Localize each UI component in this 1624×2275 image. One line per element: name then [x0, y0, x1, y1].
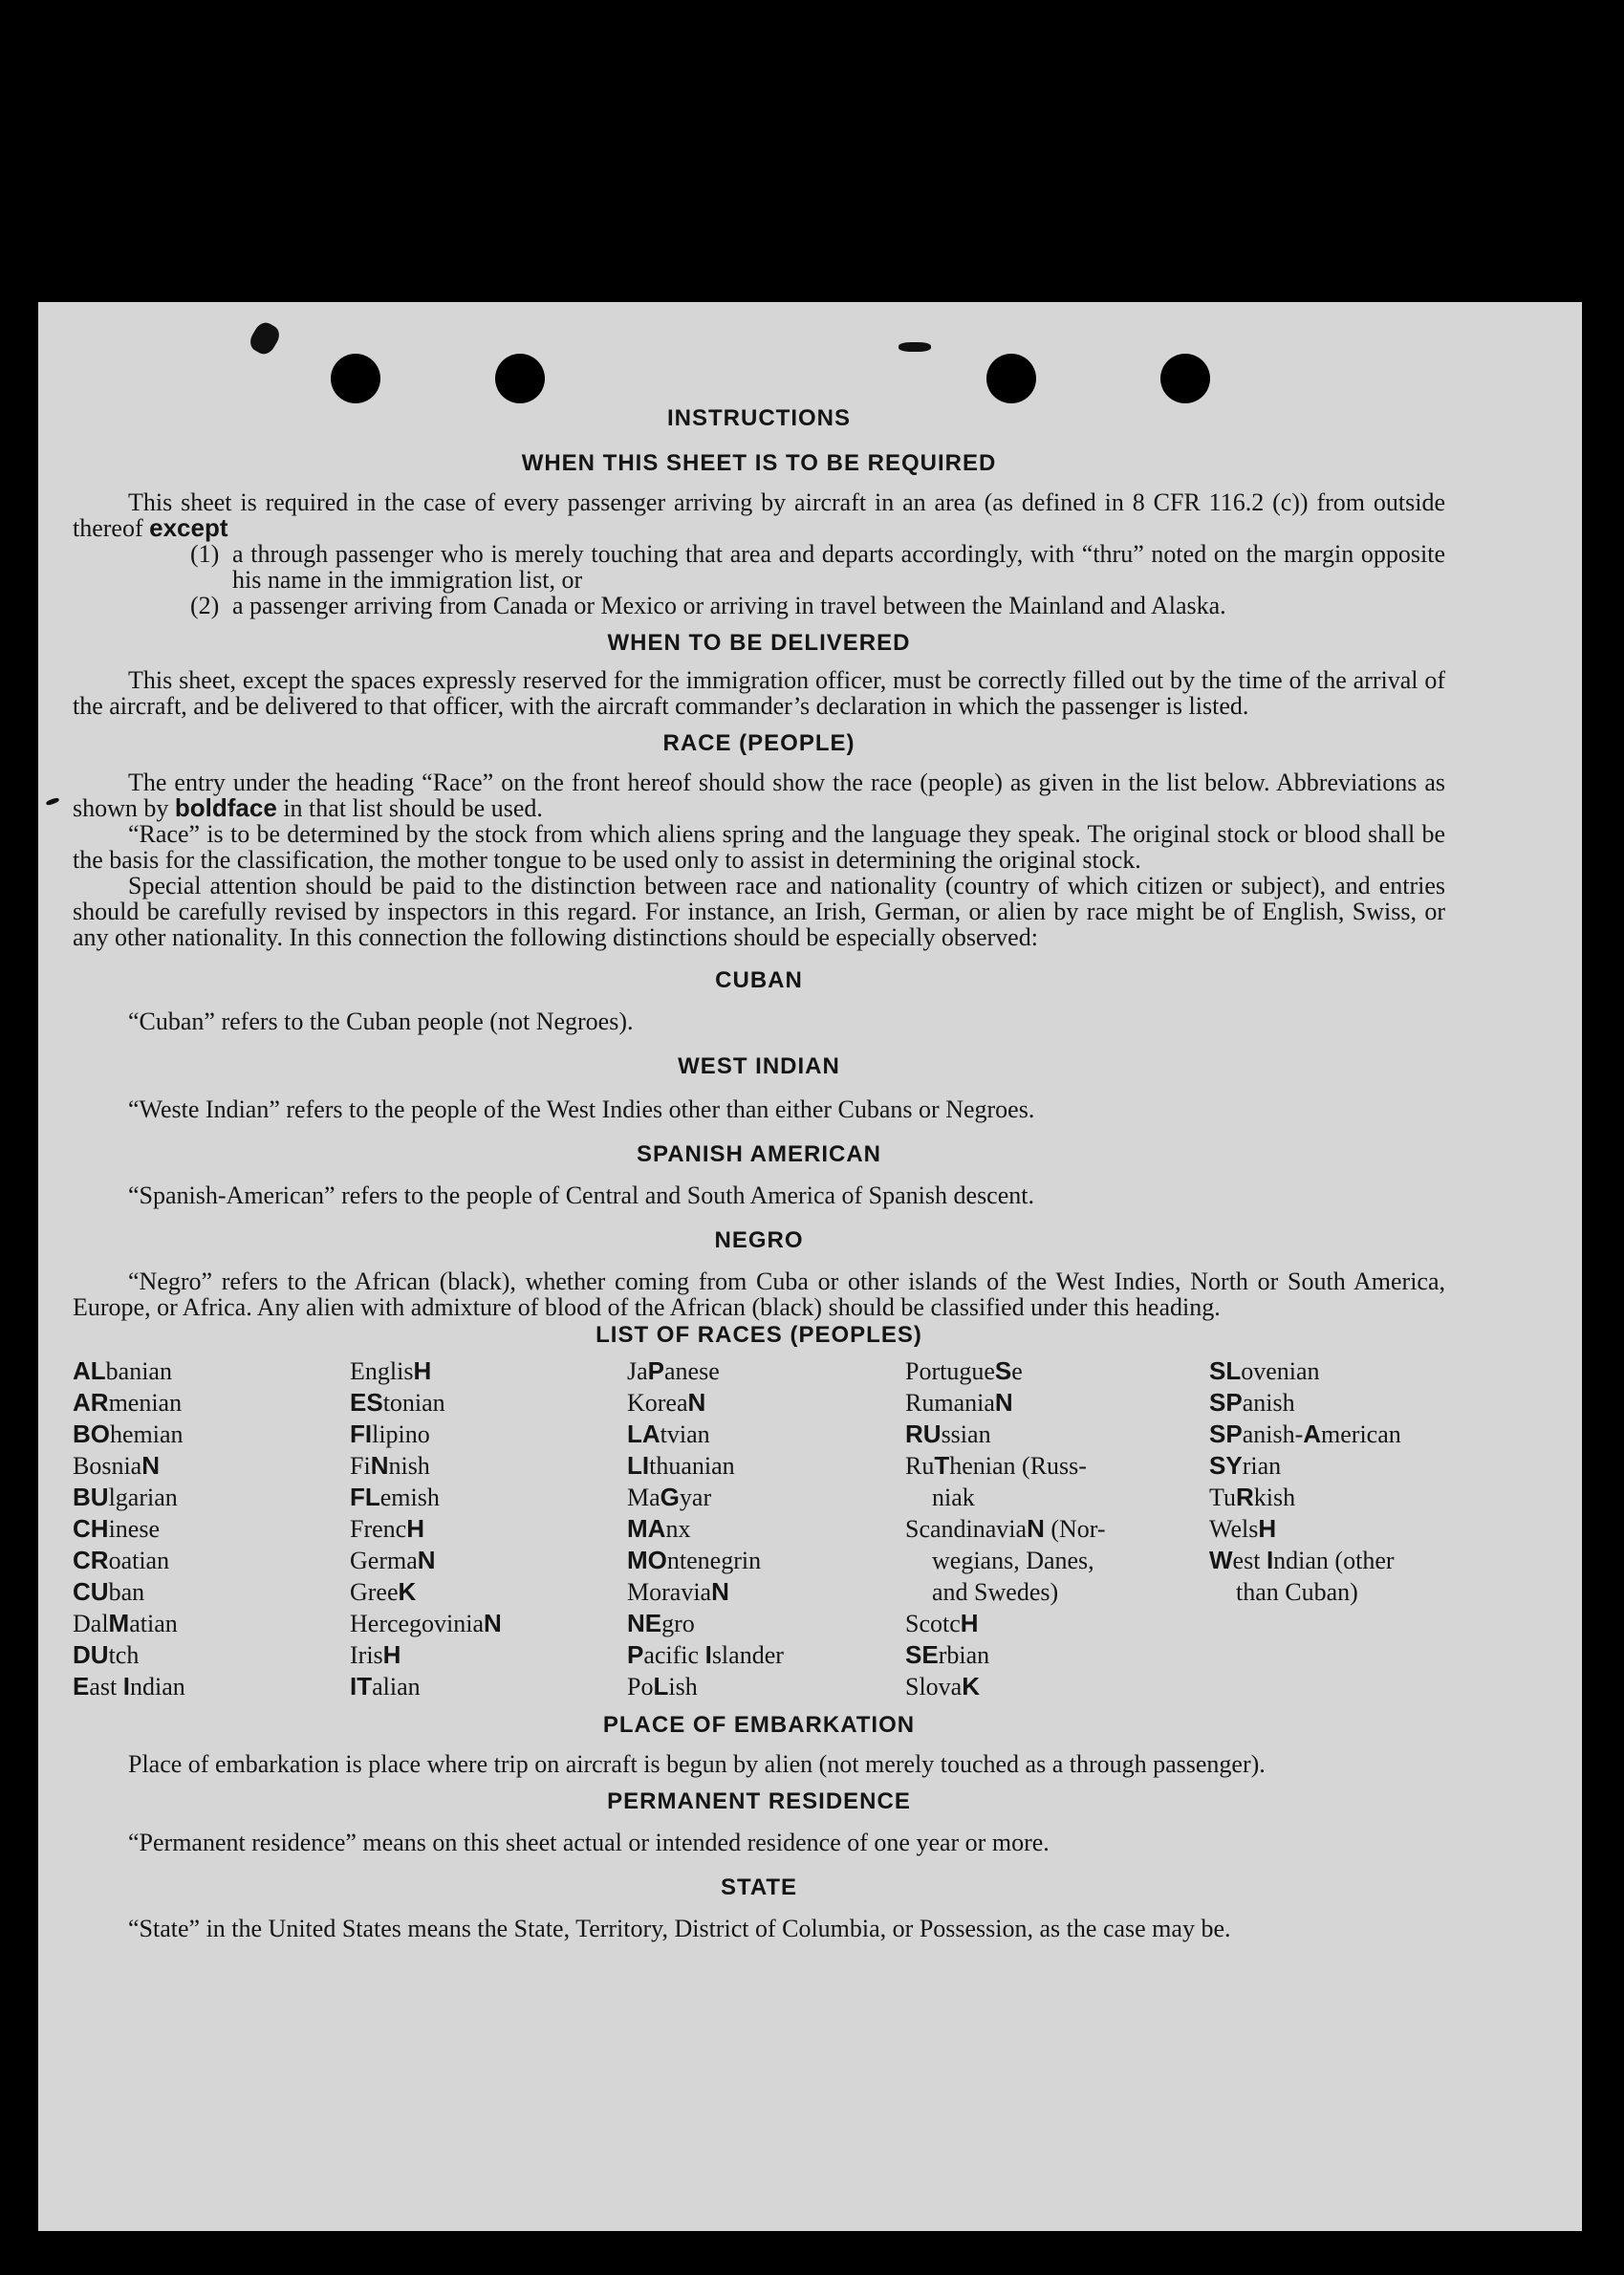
race-text: lgarian: [108, 1484, 178, 1511]
race-text: (Nor-: [1044, 1515, 1106, 1543]
race-text: Po: [627, 1673, 654, 1701]
race-text: Frenc: [350, 1515, 407, 1543]
race-entry: [905, 1355, 1209, 1387]
race-entry: [73, 1450, 350, 1482]
race-entry: [73, 1513, 350, 1545]
race-text: inese: [108, 1515, 160, 1543]
heading-cuban: CUBAN: [715, 967, 803, 993]
race-abbrev: FL: [350, 1483, 380, 1511]
race-entry: [350, 1576, 627, 1608]
race-text: henian (Russ-: [949, 1452, 1087, 1480]
race-entry: [905, 1513, 1209, 1545]
race-abbrev: A: [1303, 1419, 1322, 1448]
race-text: menian: [108, 1389, 183, 1417]
race-entry: [905, 1639, 1209, 1671]
punch-hole: [331, 354, 380, 403]
race-paragraph-1: The entry under the heading “Race” on the front hereof should show the race (people) as given in the list below. Abbreviations as shown by boldface in that list should be used.: [73, 769, 1445, 822]
race-entry: [350, 1671, 627, 1702]
race-list: [73, 1355, 1445, 1702]
punch-hole: [1160, 354, 1210, 403]
required-item: (2) a passenger arriving from Canada or Mexico or arriving in travel between the Mainland and Alaska.: [190, 592, 1226, 619]
race-abbrev: I: [704, 1640, 712, 1669]
race-entry: [905, 1671, 1209, 1702]
race-text: nx: [665, 1515, 691, 1543]
race-abbrev: N: [141, 1451, 161, 1480]
race-text: ast: [89, 1673, 123, 1701]
race-abbrev: AR: [73, 1388, 109, 1417]
heading-embarkation: PLACE OF EMBARKATION: [602, 1712, 916, 1738]
race-text: Scotc: [905, 1610, 961, 1637]
heading-spanish-american: SPANISH AMERICAN: [636, 1141, 881, 1167]
race-text: rian: [1242, 1452, 1282, 1480]
race-abbrev: P: [627, 1640, 644, 1669]
race-entry: [905, 1419, 1209, 1450]
punch-hole: [495, 354, 545, 403]
race-entry: [905, 1608, 1209, 1639]
race-abbrev: H: [406, 1514, 424, 1543]
race-text: ndian (other: [1273, 1547, 1395, 1574]
race-text: Ja: [627, 1357, 648, 1385]
race-text: ssian: [941, 1420, 991, 1448]
cuban-text: “Cuban” refers to the Cuban people (not Negroes).: [128, 1008, 634, 1035]
race-abbrev: H: [413, 1356, 432, 1385]
page-title: INSTRUCTIONS: [667, 405, 851, 431]
race-entry: [73, 1608, 350, 1639]
race-entry: [73, 1545, 350, 1576]
race-text: Gree: [350, 1578, 399, 1606]
race-entry: [350, 1450, 627, 1482]
race-abbrev: CR: [73, 1546, 109, 1574]
race-text: yar: [679, 1484, 712, 1511]
race-abbrev: N: [687, 1388, 706, 1417]
race-paragraph-2: “Race” is to be determined by the stock from which aliens spring and the language they speak. The original stock or blood shall be the basis for the classification, the mother tongue to be used only to assist in determining the original stock.: [73, 820, 1445, 874]
race-abbrev: L: [653, 1672, 669, 1701]
race-text: than Cuban): [1236, 1578, 1358, 1606]
race-abbrev: NE: [627, 1609, 662, 1637]
race-text: kish: [1253, 1484, 1296, 1511]
race-text: Englis: [350, 1357, 414, 1385]
race-text: acific: [643, 1641, 705, 1669]
race-entry: [627, 1450, 905, 1482]
punch-hole: [986, 354, 1036, 403]
race-abbrev: N: [484, 1609, 502, 1637]
race-text: Iris: [350, 1641, 383, 1669]
race-entry: [627, 1387, 905, 1419]
race-abbrev: E: [73, 1672, 90, 1701]
race-text: Portugue: [905, 1357, 995, 1385]
race-text: ish: [668, 1673, 698, 1701]
race-text: Scandinavia: [905, 1515, 1028, 1543]
race-text: banian: [105, 1357, 172, 1385]
race-abbrev: P: [647, 1356, 665, 1385]
race-text: Bosnia: [73, 1452, 142, 1480]
race-entry: [350, 1419, 627, 1450]
race-text: ovenian: [1241, 1357, 1320, 1385]
race-abbrev: RU: [905, 1419, 942, 1448]
race-abbrev: K: [962, 1672, 981, 1701]
heading-state: STATE: [720, 1874, 798, 1900]
race-entry: [905, 1576, 1209, 1608]
race-abbrev: CU: [73, 1577, 109, 1606]
race-entry: [1209, 1513, 1445, 1545]
race-abbrev: LI: [627, 1451, 650, 1480]
race-paragraph-3: Special attention should be paid to the distinction between race and nationality (country of which citizen or subject), and entries should be carefully revised by inspectors in this regard. For instance, an Irish, German, or alien by race might be of English, Swiss, or any other nationality. In this connection the following distinctions should be especially observed:: [73, 872, 1445, 951]
race-column: [627, 1355, 905, 1702]
race-entry: [350, 1639, 627, 1671]
race-text: anese: [664, 1357, 720, 1385]
race-abbrev: FI: [350, 1419, 373, 1448]
delivered-text: This sheet, except the spaces expressly reserved for the immigration officer, must be correctly filled out by the time of the arrival of the aircraft, and be delivered to that officer, with the aircraft commander’s declaration in which the passenger is listed.: [73, 666, 1445, 720]
race-entry: [905, 1545, 1209, 1576]
race-text: thuanian: [649, 1452, 735, 1480]
race-text: Slova: [905, 1673, 963, 1701]
race-entry: [73, 1576, 350, 1608]
race-text: ban: [108, 1578, 145, 1606]
race-abbrev: BO: [73, 1419, 110, 1448]
race-text: niak: [932, 1484, 975, 1511]
race-text: Rumania: [905, 1389, 995, 1417]
required-intro: This sheet is required in the case of every passenger arriving by aircraft in an area (as defined in 8 CFR 116.2 (c)) from outside thereof except: [73, 488, 1445, 542]
race-abbrev: SP: [1209, 1388, 1243, 1417]
race-abbrev: S: [994, 1356, 1012, 1385]
race-text: wegians, Danes,: [932, 1547, 1094, 1574]
race-entry: [627, 1355, 905, 1387]
ink-blot: [247, 319, 284, 358]
race-entry: [73, 1639, 350, 1671]
race-entry: [1209, 1419, 1445, 1450]
race-text: and Swedes): [932, 1578, 1059, 1606]
residence-text: “Permanent residence” means on this sheet actual or intended residence of one year or more.: [128, 1829, 1050, 1856]
race-entry: [1209, 1387, 1445, 1419]
spanish-american-text: “Spanish-American” refers to the people of Central and South America of Spanish descent.: [128, 1181, 1034, 1209]
race-entry: [350, 1545, 627, 1576]
race-abbrev: ES: [350, 1388, 383, 1417]
race-text: emish: [379, 1484, 440, 1511]
race-abbrev: G: [660, 1483, 680, 1511]
race-abbrev: IT: [350, 1672, 373, 1701]
race-entry: [627, 1576, 905, 1608]
race-entry: [627, 1639, 905, 1671]
instruction-sheet: [38, 302, 1582, 2231]
race-abbrev: DU: [73, 1640, 109, 1669]
race-column: [73, 1355, 350, 1702]
race-text: hemian: [110, 1420, 184, 1448]
race-text: rbian: [938, 1641, 990, 1669]
required-item: (1) a through passenger who is merely touching that area and departs accordingly, with “thru” noted on the margin opposite his name in the immigration list, or: [190, 540, 1445, 594]
race-text: tonian: [382, 1389, 445, 1417]
race-text: Wels: [1209, 1515, 1259, 1543]
race-text: lipino: [372, 1420, 430, 1448]
race-entry: [627, 1513, 905, 1545]
embarkation-text: Place of embarkation is place where trip on aircraft is begun by alien (not merely touched as a through passenger).: [128, 1750, 1266, 1778]
race-text: Ma: [627, 1484, 660, 1511]
race-text: anish: [1242, 1389, 1295, 1417]
heading-negro: NEGRO: [714, 1227, 804, 1253]
race-abbrev: H: [1258, 1514, 1277, 1543]
race-abbrev: M: [108, 1609, 130, 1637]
race-entry: [1209, 1482, 1445, 1513]
race-text: oatian: [108, 1547, 170, 1574]
race-text: ndian: [129, 1673, 185, 1701]
race-abbrev: W: [1209, 1546, 1233, 1574]
race-entry: [905, 1482, 1209, 1513]
race-entry: [350, 1355, 627, 1387]
race-abbrev: MA: [627, 1514, 666, 1543]
race-abbrev: T: [934, 1451, 950, 1480]
race-text: slander: [711, 1641, 784, 1669]
ink-blot: [46, 797, 60, 806]
except-bold: except: [149, 513, 228, 542]
heading-race: RACE (PEOPLE): [662, 730, 855, 756]
race-abbrev: MO: [627, 1546, 667, 1574]
heading-list-of-races: LIST OF RACES (PEOPLES): [595, 1322, 922, 1348]
race-entry: [350, 1513, 627, 1545]
race-column: [905, 1355, 1209, 1702]
race-entry: [627, 1671, 905, 1702]
race-abbrev: SL: [1209, 1356, 1242, 1385]
race-column: [350, 1355, 627, 1702]
heading-delivered: WHEN TO BE DELIVERED: [607, 630, 911, 656]
race-text: Ru: [905, 1452, 935, 1480]
race-abbrev: N: [711, 1577, 729, 1606]
race-entry: [1209, 1545, 1445, 1576]
race-abbrev: AL: [73, 1356, 106, 1385]
race-entry: [350, 1482, 627, 1513]
race-abbrev: CH: [73, 1514, 109, 1543]
heading-west-indian: WEST INDIAN: [678, 1053, 840, 1079]
race-abbrev: K: [398, 1577, 417, 1606]
race-text: est: [1232, 1547, 1267, 1574]
race-entry: [350, 1608, 627, 1639]
race-entry: [905, 1450, 1209, 1482]
race-text: anish-: [1242, 1420, 1304, 1448]
race-entry: [1209, 1450, 1445, 1482]
race-abbrev: SY: [1209, 1451, 1243, 1480]
ink-blot: [899, 342, 931, 352]
race-abbrev: SE: [905, 1640, 939, 1669]
race-entry: [73, 1355, 350, 1387]
race-entry: [627, 1608, 905, 1639]
boldface-bold: boldface: [174, 793, 277, 822]
race-entry: [73, 1671, 350, 1702]
west-indian-text: “Weste Indian” refers to the people of the West Indies other than either Cubans or Negroes.: [128, 1095, 1035, 1123]
race-abbrev: N: [1027, 1514, 1045, 1543]
race-abbrev: I: [122, 1672, 130, 1701]
negro-text: “Negro” refers to the African (black), whether coming from Cuba or other islands of the West Indies, North or South America, Europe, or Africa. Any alien with admixture of blood of the African (black) should be classified under this heading.: [73, 1268, 1445, 1321]
race-entry: [73, 1419, 350, 1450]
race-text: alian: [372, 1673, 421, 1701]
race-text: gro: [661, 1610, 695, 1637]
race-abbrev: H: [960, 1609, 979, 1637]
heading-permanent-residence: PERMANENT RESIDENCE: [607, 1788, 911, 1814]
race-abbrev: BU: [73, 1483, 109, 1511]
race-text: tvian: [660, 1420, 710, 1448]
race-entry: [627, 1419, 905, 1450]
race-abbrev: R: [1235, 1483, 1254, 1511]
race-entry: [73, 1387, 350, 1419]
race-text: Hercegovinia: [350, 1610, 485, 1637]
state-text: “State” in the United States means the State, Territory, District of Columbia, or Possession, as the case may be.: [128, 1915, 1231, 1942]
race-text: nish: [388, 1452, 430, 1480]
race-text: merican: [1321, 1420, 1401, 1448]
race-text: atian: [129, 1610, 178, 1637]
race-abbrev: LA: [627, 1419, 660, 1448]
race-text: e: [1011, 1357, 1023, 1385]
race-text: ntenegrin: [666, 1547, 762, 1574]
race-text: Fi: [350, 1452, 371, 1480]
race-entry: [627, 1482, 905, 1513]
race-entry: [1209, 1355, 1445, 1387]
race-entry: [350, 1387, 627, 1419]
race-abbrev: SP: [1209, 1419, 1243, 1448]
race-column: [1209, 1355, 1445, 1702]
race-text: Tu: [1209, 1484, 1236, 1511]
race-abbrev: N: [417, 1546, 436, 1574]
race-entry: [627, 1545, 905, 1576]
race-text: Dal: [73, 1610, 109, 1637]
race-entry: [1209, 1576, 1445, 1608]
race-text: tch: [108, 1641, 140, 1669]
race-entry: [905, 1387, 1209, 1419]
document-body: [73, 405, 1445, 1941]
race-text: Moravia: [627, 1578, 712, 1606]
race-abbrev: N: [994, 1388, 1013, 1417]
race-text: Germa: [350, 1547, 418, 1574]
race-abbrev: N: [370, 1451, 389, 1480]
race-text: Korea: [627, 1389, 688, 1417]
race-abbrev: I: [1266, 1546, 1274, 1574]
race-abbrev: H: [382, 1640, 401, 1669]
heading-required: WHEN THIS SHEET IS TO BE REQUIRED: [521, 450, 997, 476]
race-entry: [73, 1482, 350, 1513]
